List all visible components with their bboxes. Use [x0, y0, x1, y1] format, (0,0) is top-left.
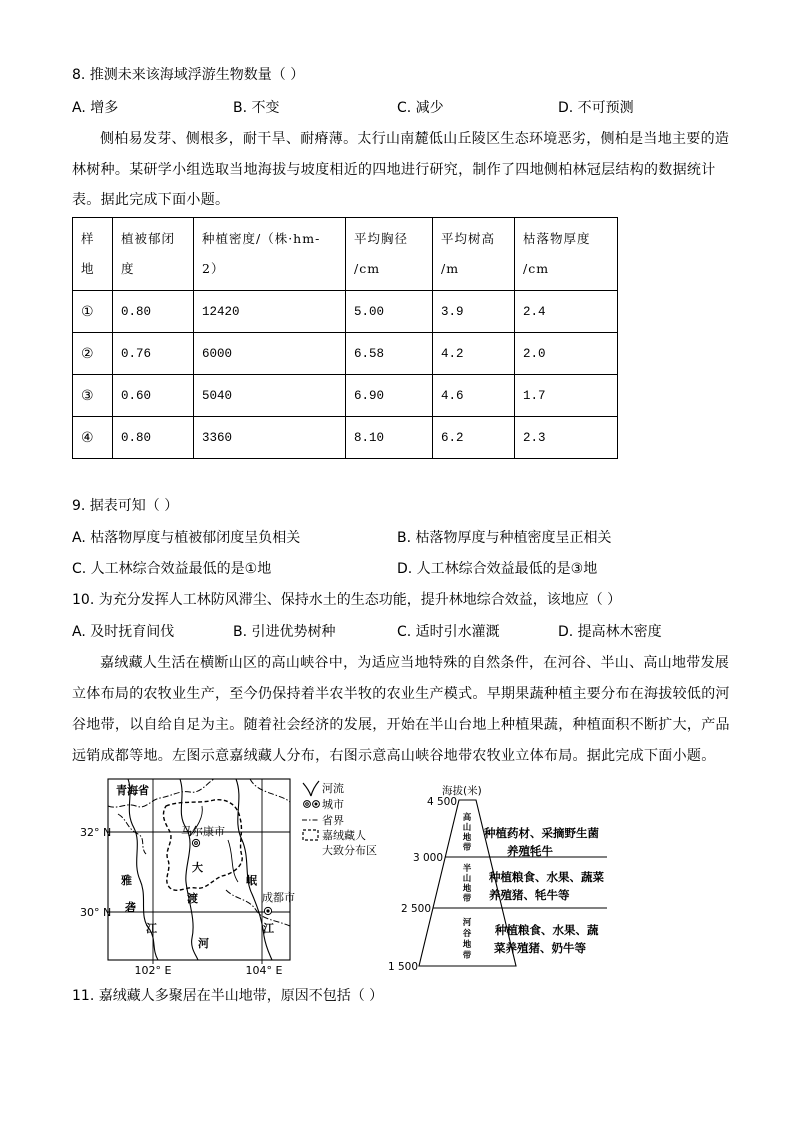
question-8-option-c: C. 减少 — [397, 100, 444, 116]
zone-mid-char: 地 — [462, 884, 472, 894]
latitude-label-30n: 30° N — [80, 906, 112, 919]
city-marker-maerkang — [192, 839, 199, 846]
province-border — [118, 814, 146, 854]
zone-valley-char: 地 — [462, 940, 472, 950]
table-row — [73, 333, 618, 375]
zone-high-desc: 种植药材、采摘野生菌 — [484, 826, 599, 840]
table-cell: 6.90 — [346, 375, 433, 417]
zone-mid-char: 山 — [462, 874, 472, 884]
min-tributary — [228, 840, 238, 882]
river-label-he: 河 — [198, 937, 209, 950]
header-mean-height: 平均树高 /m — [433, 218, 515, 291]
zone-high-char: 山 — [462, 823, 472, 833]
altitude-profile — [388, 784, 607, 973]
header-litter-thickness: 枯落物厚度 /cm — [515, 218, 618, 291]
question-9-option-c: C. 人工林综合效益最低的是①地 — [72, 561, 272, 577]
question-10-option-b: B. 引进优势树种 — [233, 624, 336, 640]
legend-area-label: 嘉绒藏人 — [322, 829, 366, 842]
zone-high-char: 高 — [462, 813, 472, 823]
table-row — [73, 417, 618, 459]
canopy-structure-table — [72, 217, 618, 459]
legend-river-label: 河流 — [322, 782, 344, 795]
zone-valley-char: 谷 — [462, 929, 472, 939]
river-label-jiang-yalong: 江 — [146, 922, 157, 935]
altitude-label-2500: 2 500 — [400, 903, 431, 915]
header-planting-density: 种植密度/（株·hm- 2） — [194, 218, 346, 291]
question-8-option-d: D. 不可预测 — [558, 100, 634, 116]
header-mean-dbh: 平均胸径 /cm — [346, 218, 433, 291]
question-8-stem: 8. 推测未来该海域浮游生物数量（ ） — [72, 67, 305, 83]
table-cell: 2.0 — [515, 333, 618, 375]
table-cell: 12420 — [194, 291, 346, 333]
zone-valley-char: 带 — [462, 951, 472, 961]
longitude-label-102e: 102° E — [134, 964, 172, 977]
header-site: 样 地 — [73, 218, 113, 291]
table-cell: 5040 — [194, 375, 346, 417]
table-cell: ② — [73, 333, 113, 375]
table-row — [73, 291, 618, 333]
altitude-label-1500: 1 500 — [387, 961, 418, 973]
figure-pair — [0, 770, 794, 985]
river-label-du: 渡 — [187, 892, 198, 905]
table-cell: 8.10 — [346, 417, 433, 459]
question-9-stem: 9. 据表可知（ ） — [72, 498, 179, 514]
table-cell: 0.80 — [113, 291, 194, 333]
table-cell: 3.9 — [433, 291, 515, 333]
question-9-option-d: D. 人工林综合效益最低的是③地 — [397, 561, 598, 577]
table-row — [73, 375, 618, 417]
question-10-option-d: D. 提高林木密度 — [558, 624, 662, 640]
question-10-option-c: C. 适时引水灌溉 — [397, 624, 500, 640]
river-label-min: 岷 — [246, 874, 257, 887]
river-label-long: 砻 — [125, 901, 136, 914]
question-9-option-b: B. 枯落物厚度与种植密度呈正相关 — [397, 530, 612, 546]
legend-area-label-2: 大致分布区 — [322, 844, 377, 857]
passage-jiarong-line: 嘉绒藏人生活在横断山区的高山峡谷中，为适应当地特殊的自然条件，在河谷、半山、高山地带发展 — [100, 655, 730, 671]
city-label-maerkang: 马尔康市 — [181, 825, 225, 838]
table-cell: 4.2 — [433, 333, 515, 375]
table-cell: 2.4 — [515, 291, 618, 333]
passage-jiarong-line: 远销成都等地。左图示意嘉绒藏人分布，右图示意高山峡谷地带农牧业立体布局。据此完成下面小题。 — [72, 748, 716, 764]
zone-valley-char: 河 — [462, 918, 472, 928]
passage-cypress-line: 侧柏易发芽、侧根多，耐干旱、耐瘠薄。太行山南麓低山丘陵区生态环境恶劣，侧柏是当地主要的造 — [100, 131, 730, 147]
zone-valley-desc: 菜养殖猪、奶牛等 — [494, 941, 586, 955]
table-cell: 0.80 — [113, 417, 194, 459]
question-10-stem: 10. 为充分发挥人工林防风滞尘、保持水土的生态功能，提升林地综合效益，该地应（ ） — [72, 592, 622, 608]
table-cell: 4.6 — [433, 375, 515, 417]
table-cell: 3360 — [194, 417, 346, 459]
altitude-label-4500: 4 500 — [426, 796, 457, 808]
table-cell: ④ — [73, 417, 113, 459]
table-cell: ① — [73, 291, 113, 333]
zone-mid-desc: 养殖猪、牦牛等 — [489, 888, 570, 902]
city-label-chengdu: 成都市 — [262, 891, 295, 904]
altitude-label-3000: 3 000 — [412, 852, 443, 864]
table-cell: ③ — [73, 375, 113, 417]
zone-valley-desc: 种植粮食、水果、蔬 — [495, 923, 599, 937]
zone-high-desc: 养殖牦牛 — [507, 844, 553, 858]
table-cell: 0.76 — [113, 333, 194, 375]
city-legend-icon-inner — [306, 803, 309, 806]
question-8-option-a: A. 增多 — [72, 100, 119, 116]
river-label-jiang-min: 江 — [263, 922, 274, 935]
river-legend-icon — [303, 781, 319, 796]
zone-mid-char: 带 — [462, 894, 472, 904]
passage-cypress-line: 林树种。某研学小组选取当地海拔与坡度相近的四地进行研究，制作了四地侧柏林冠层结构的数据统计 — [72, 162, 716, 178]
altitude-axis-title: 海拔(米) — [442, 785, 482, 797]
longitude-label-104e: 104° E — [245, 964, 283, 977]
river-label-da: 大 — [192, 861, 203, 874]
legend-border-label: 省界 — [322, 814, 344, 827]
province-border — [250, 779, 290, 802]
table-cell: 6.58 — [346, 333, 433, 375]
question-11-stem: 11. 嘉绒藏人多聚居在半山地带，原因不包括（ ） — [72, 988, 384, 1004]
question-9-option-a: A. 枯落物厚度与植被郁闭度呈负相关 — [72, 530, 301, 546]
table-cell: 6000 — [194, 333, 346, 375]
table-cell: 5.00 — [346, 291, 433, 333]
capital-legend-icon-inner — [315, 803, 318, 806]
passage-jiarong-line: 谷地带，以自给自足为主。随着社会经济的发展，开始在半山台地上种植果蔬，种植面积不断扩大，产品 — [72, 717, 730, 733]
table-cell: 6.2 — [433, 417, 515, 459]
province-label: 青海省 — [116, 784, 149, 797]
zone-mid-char: 半 — [462, 864, 472, 874]
jiarong-distribution-area — [163, 800, 242, 891]
city-marker-chengdu-inner — [266, 909, 269, 912]
latitude-label-32n: 32° N — [80, 826, 112, 839]
legend-city-label: 城市 — [322, 798, 344, 811]
map-legend — [302, 781, 377, 857]
zone-mid-desc: 种植粮食、水果、蔬菜 — [489, 870, 604, 884]
table-header-row — [73, 218, 618, 291]
river-label-ya: 雅 — [121, 874, 132, 887]
question-10-option-a: A. 及时抚育间伐 — [72, 624, 175, 640]
zone-high-char: 带 — [462, 843, 472, 853]
table-cell: 0.60 — [113, 375, 194, 417]
passage-cypress-line: 表。据此完成下面小题。 — [72, 192, 230, 208]
table-cell: 2.3 — [515, 417, 618, 459]
passage-jiarong-line: 立体布局的农牧业生产，至今仍保持着半农半牧的农业生产模式。早期果蔬种植主要分布在海拔较低的河 — [72, 686, 730, 702]
zone-high-char: 地 — [462, 833, 472, 843]
area-legend-icon — [303, 830, 318, 840]
map-labels — [80, 783, 295, 977]
table-cell: 1.7 — [515, 375, 618, 417]
header-canopy-closure: 植被郁闭 度 — [113, 218, 194, 291]
question-8-option-b: B. 不变 — [233, 100, 280, 116]
city-legend-icon — [304, 801, 311, 808]
